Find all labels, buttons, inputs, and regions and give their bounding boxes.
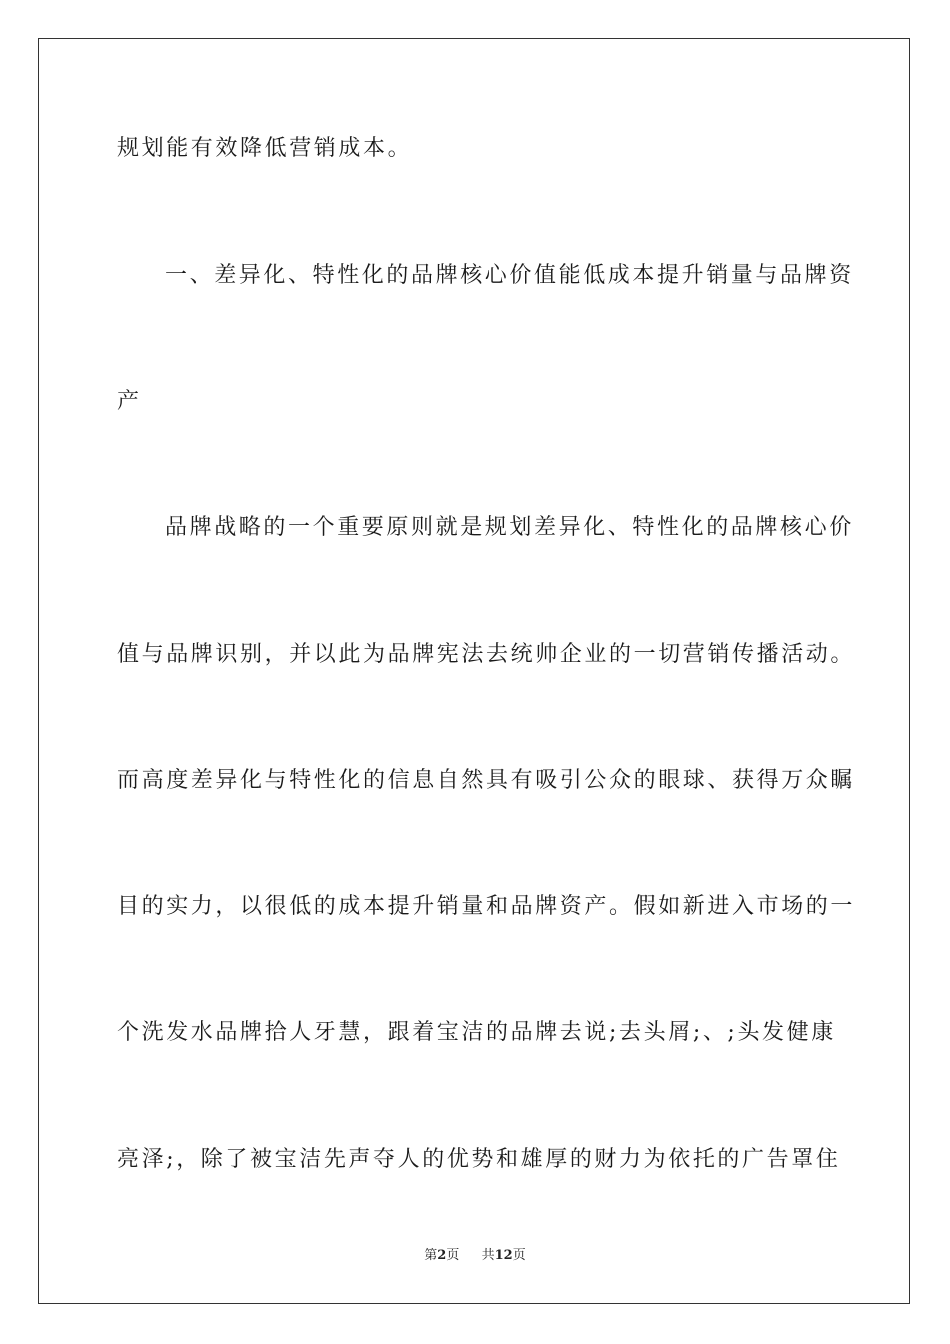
total-page-count: 12 bbox=[494, 1248, 513, 1263]
total-prefix: 共 bbox=[481, 1248, 495, 1263]
paragraph-line: 亮泽;，除了被宝洁先声夺人的优势和雄厚的财力为依托的广告罩住 bbox=[117, 1147, 841, 1172]
section-heading-line: 一、差异化、特性化的品牌核心价值能低成本提升销量与品牌资 bbox=[165, 263, 854, 288]
total-suffix: 页 bbox=[512, 1248, 526, 1263]
section-heading-line: 产 bbox=[117, 389, 142, 414]
paragraph-line: 值与品牌识别，并以此为品牌宪法去统帅企业的一切营销传播活动。 bbox=[117, 642, 856, 667]
paragraph-line: 而高度差异化与特性化的信息自然具有吸引公众的眼球、获得万众瞩 bbox=[117, 768, 856, 793]
paragraph-line: 品牌战略的一个重要原则就是规划差异化、特性化的品牌核心价 bbox=[165, 515, 854, 540]
page-footer bbox=[0, 1247, 950, 1265]
paragraph-line: 目的实力，以很低的成本提升销量和品牌资产。假如新进入市场的一 bbox=[117, 894, 856, 919]
page-border bbox=[38, 38, 910, 1304]
paragraph-line: 规划能有效降低营销成本。 bbox=[117, 136, 413, 161]
page-number: 2 bbox=[437, 1248, 447, 1263]
page-suffix: 页 bbox=[446, 1248, 460, 1263]
page-indicator bbox=[424, 1247, 459, 1265]
paragraph-line: 个洗发水品牌拾人牙慧，跟着宝洁的品牌去说;去头屑;、;头发健康 bbox=[117, 1020, 836, 1045]
page-prefix: 第 bbox=[424, 1248, 438, 1263]
total-pages-indicator bbox=[482, 1247, 526, 1265]
